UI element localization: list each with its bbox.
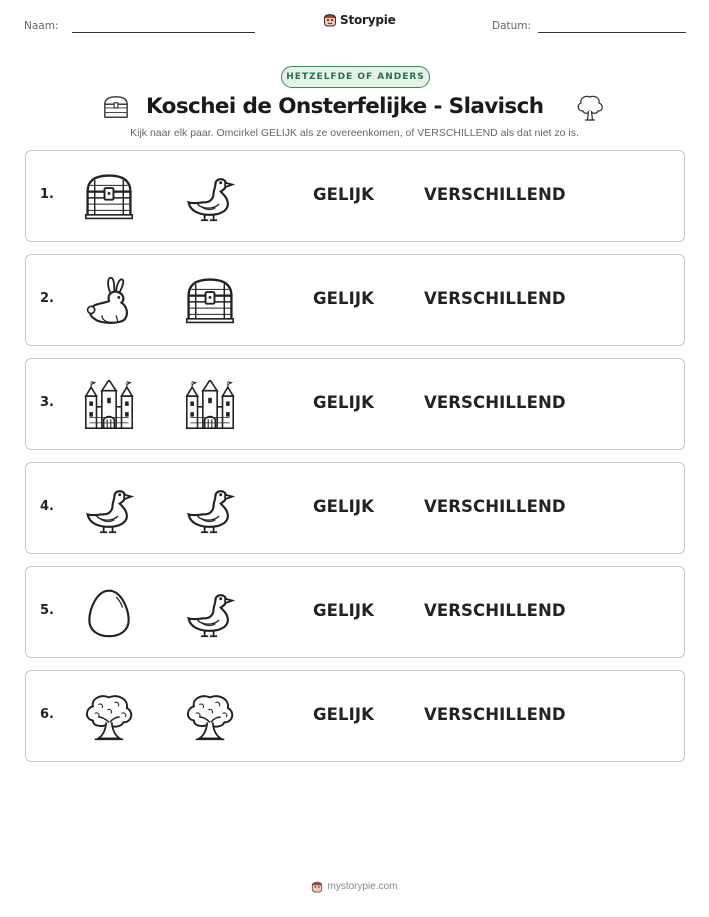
page-header — [0, 0, 709, 48]
egg-icon — [80, 585, 138, 641]
duck-icon — [80, 481, 138, 537]
treasure-chest-icon — [102, 94, 130, 124]
tree-icon — [181, 689, 239, 745]
option-different[interactable]: VERSCHILLEND — [424, 393, 566, 412]
treasure-chest-icon — [181, 273, 239, 329]
duck-icon — [181, 585, 239, 641]
duck-icon — [181, 481, 239, 537]
page-title: Koschei de Onsterfelijke - Slavisch — [146, 94, 544, 119]
storypie-mascot-icon — [311, 880, 323, 893]
option-different[interactable]: VERSCHILLEND — [424, 289, 566, 308]
row-number: 6. — [40, 707, 54, 722]
option-same[interactable]: GELIJK — [313, 705, 374, 724]
footer-link[interactable]: mystorypie.com — [327, 881, 398, 892]
treasure-chest-icon — [80, 169, 138, 225]
option-same[interactable]: GELIJK — [313, 289, 374, 308]
comparison-list — [25, 150, 685, 774]
row-number: 4. — [40, 499, 54, 514]
option-different[interactable]: VERSCHILLEND — [424, 601, 566, 620]
page-footer — [0, 880, 709, 893]
comparison-row — [25, 150, 685, 242]
tree-icon — [80, 689, 138, 745]
duck-icon — [181, 169, 239, 225]
comparison-row — [25, 358, 685, 450]
brand-logo — [323, 12, 396, 27]
title-row — [0, 92, 709, 124]
storypie-mascot-icon — [323, 12, 337, 27]
castle-icon — [80, 377, 138, 433]
date-field[interactable] — [538, 32, 686, 33]
tree-icon — [575, 93, 605, 127]
comparison-row — [25, 462, 685, 554]
option-same[interactable]: GELIJK — [313, 601, 374, 620]
name-field[interactable] — [72, 32, 255, 33]
comparison-row — [25, 670, 685, 762]
comparison-row — [25, 254, 685, 346]
row-number: 5. — [40, 603, 54, 618]
option-same[interactable]: GELIJK — [313, 185, 374, 204]
instructions: Kijk naar elk paar. Omcirkel GELIJK als ze overeenkomen, of VERSCHILLEND als dat niet zo is. — [130, 127, 579, 139]
option-same[interactable]: GELIJK — [313, 393, 374, 412]
row-number: 1. — [40, 187, 54, 202]
rabbit-icon — [80, 273, 138, 329]
row-number: 2. — [40, 291, 54, 306]
option-different[interactable]: VERSCHILLEND — [424, 185, 566, 204]
brand-name: Storypie — [340, 12, 396, 27]
name-label: Naam: — [24, 20, 59, 32]
comparison-row — [25, 566, 685, 658]
option-different[interactable]: VERSCHILLEND — [424, 705, 566, 724]
date-label: Datum: — [492, 20, 532, 32]
option-same[interactable]: GELIJK — [313, 497, 374, 516]
worksheet-type-badge: HETZELFDE OF ANDERS — [281, 66, 430, 88]
row-number: 3. — [40, 395, 54, 410]
castle-icon — [181, 377, 239, 433]
option-different[interactable]: VERSCHILLEND — [424, 497, 566, 516]
